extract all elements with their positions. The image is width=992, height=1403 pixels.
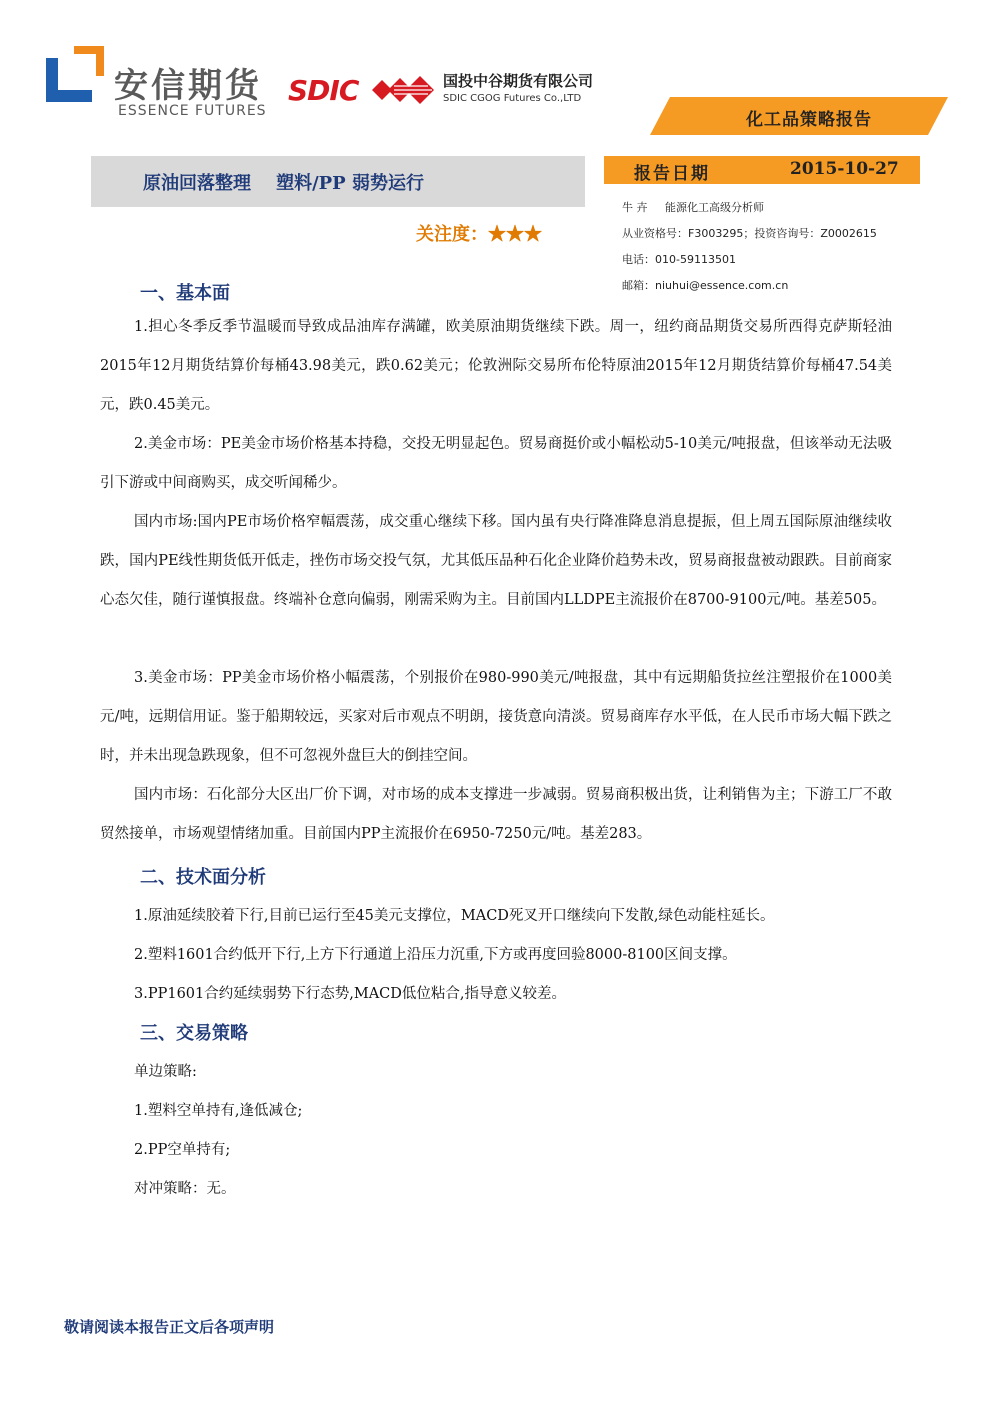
report-title-bar (91, 156, 585, 207)
essence-futures-logo (46, 46, 271, 124)
technical-line-2: 2.塑料1601合约低开下行,上方下行通道上沿压力沉重,下方或再度回验8000-8100区间支撑。 (134, 947, 737, 963)
report-date-bar (604, 156, 920, 184)
report-date-value: 2015-10-27 (790, 159, 899, 179)
essence-logo-cn: 安信期货 (114, 66, 262, 106)
attention-rating: 关注度：★★★ (416, 224, 542, 245)
section-title-strategy: 三、交易策略 (140, 1023, 248, 1044)
essence-logo-en: ESSENCE FUTURES (118, 103, 267, 119)
analyst-email: 邮箱：niuhui@essence.com.cn (622, 279, 789, 292)
sdic-diamond-icon (368, 72, 440, 108)
analyst-phone: 电话：010-59113501 (622, 253, 736, 266)
sdic-logo-en: SDIC CGOG Futures Co.,LTD (443, 93, 582, 104)
paragraph-pp-domestic-market: 国内市场：石化部分大区出厂价下调，对市场的成本支撑进一步减弱。贸易商积极出货，让利销售为主；下游工厂不敢贸然接单，市场观望情绪加重。目前国内PP主流报价在6950-7250元/吨。基差283。 (100, 787, 892, 842)
sdic-logo-cn: 国投中谷期货有限公司 (443, 72, 594, 90)
report-title: 原油回落整理 塑料/PP 弱势运行 (143, 173, 424, 194)
report-type-banner (650, 97, 948, 135)
paragraph-crude-oil: 1.担心冬季反季节温暖而导致成品油库存满罐，欧美原油期货继续下跌。周一，纽约商品期货交易所西得克萨斯轻油2015年12月期货结算价每桶43.98美元，跌0.62美元；伦敦洲际交易所布伦特原油2015年12月期货结算价每桶47.54美元，跌0.45美元。 (100, 319, 892, 413)
report-date-label: 报告日期 (634, 164, 710, 184)
technical-line-3: 3.PP1601合约延续弱势下行态势,MACD低位粘合,指导意义较差。 (134, 986, 567, 1002)
essence-logo-mark-icon (46, 46, 104, 102)
strategy-line-2: 1.塑料空单持有,逢低减仓; (134, 1103, 303, 1119)
sdic-logo-mark: SDIC (288, 74, 359, 107)
disclaimer-note: 敬请阅读本报告正文后各项声明 (64, 1318, 275, 1336)
analyst-qualification: 从业资格号：F3003295；投资咨询号：Z0002615 (622, 227, 877, 240)
report-type-label: 化工品策略报告 (746, 110, 872, 130)
strategy-line-3: 2.PP空单持有; (134, 1142, 231, 1158)
analyst-name: 牛 卉 能源化工高级分析师 (622, 201, 764, 214)
paragraph-pp-usd-market: 3.美金市场：PP美金市场价格小幅震荡，个别报价在980-990美元/吨报盘，其中有远期船货拉丝注塑报价在1000美元/吨，远期信用证。鉴于船期较远，买家对后市观点不明朗，接货意向清淡。贸易商库存水平低，在人民币市场大幅下跌之时，并未出现急跌现象，但不可忽视外盘巨大的倒挂空间。 (100, 670, 892, 764)
section-title-technical: 二、技术面分析 (140, 867, 266, 888)
technical-line-1: 1.原油延续胶着下行,目前已运行至45美元支撑位，MACD死叉开口继续向下发散,绿色动能柱延长。 (134, 908, 775, 924)
strategy-line-4: 对冲策略：无。 (134, 1181, 236, 1197)
section-title-fundamentals: 一、基本面 (140, 283, 230, 304)
sdic-logo (288, 68, 618, 118)
paragraph-pe-domestic-market: 国内市场:国内PE市场价格窄幅震荡，成交重心继续下移。国内虽有央行降准降息消息提振，但上周五国际原油继续收跌，国内PE线性期货低开低走，挫伤市场交投气氛，尤其低压品种石化企业降价趋势未改，贸易商报盘被动跟跌。目前商家心态欠佳，随行谨慎报盘。终端补仓意向偏弱，刚需采购为主。目前国内LLDPE主流报价在8700-9100元/吨。基差505。 (100, 514, 892, 608)
paragraph-pe-usd-market: 2.美金市场：PE美金市场价格基本持稳，交投无明显起色。贸易商挺价或小幅松动5-10美元/吨报盘，但该举动无法吸引下游或中间商购买，成交听闻稀少。 (100, 436, 892, 491)
strategy-line-1: 单边策略: (134, 1064, 197, 1080)
